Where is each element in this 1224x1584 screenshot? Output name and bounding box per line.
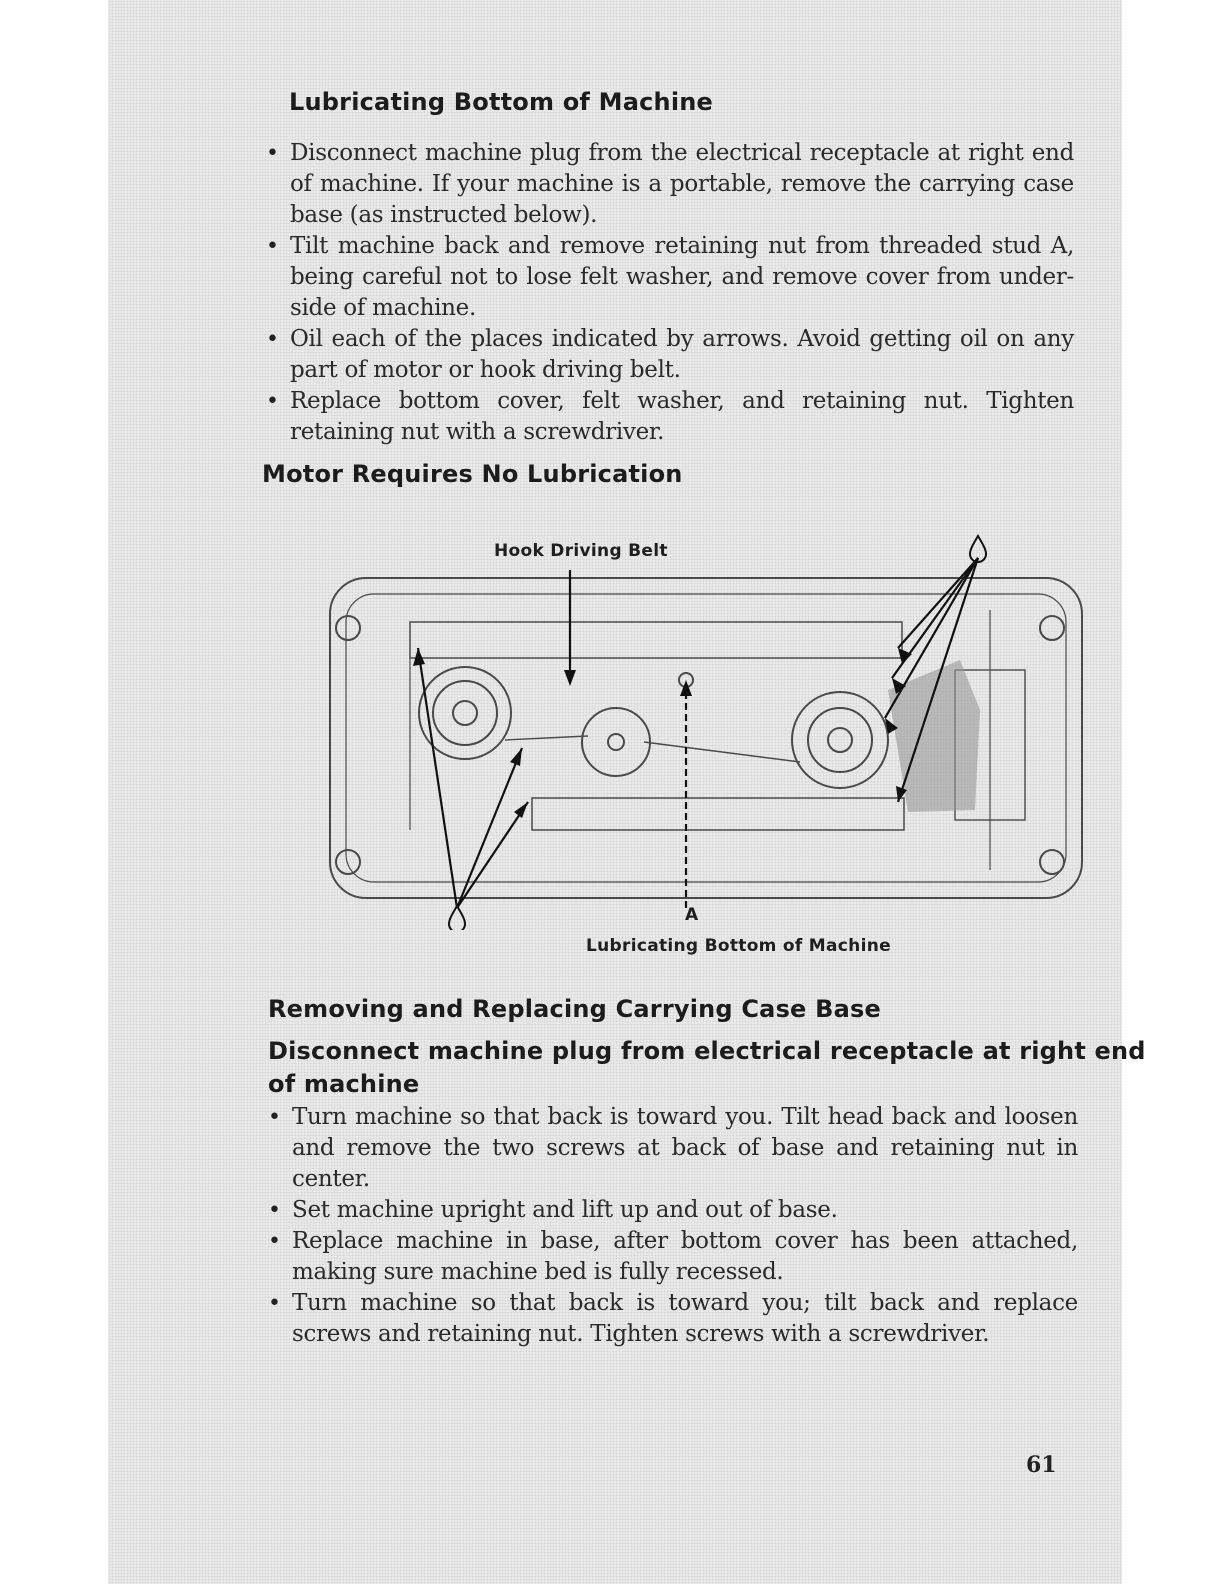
right-pulley [792, 692, 888, 788]
list-item: • Turn machine so that back is toward you; tilt back and replace screws and retaining nut. Tighten screws with a screwdriver. [264, 1288, 1078, 1350]
oil-arrowhead [413, 648, 425, 666]
oil-arrowhead [510, 748, 522, 766]
list-item: • Replace machine in base, after bottom cover has been attached, making sure machine bed is fully recessed. [264, 1226, 1078, 1288]
page-number: 61 [1026, 1452, 1057, 1478]
list-item: • Replace bottom cover, felt washer, and retaining nut. Tighten retaining nut with a screwdriver. [262, 386, 1074, 448]
belt-arrowhead [564, 670, 576, 686]
list-item: • Set machine upright and lift up and out of base. [264, 1195, 1078, 1226]
machine-underside-diagram [300, 530, 1100, 930]
section-title-carrying-case: Removing and Replacing Carrying Case Base [268, 995, 881, 1023]
carrying-case-steps [264, 1102, 1078, 1350]
list-item: • Tilt machine back and remove retaining nut from threaded stud A, being careful not to lose felt washer, and remove cover from under-side of machine. [262, 231, 1074, 324]
section-title-lubricating: Lubricating Bottom of Machine [289, 88, 714, 116]
list-item: • Oil each of the places indicated by arrows. Avoid getting oil on any part of motor or hook driving belt. [262, 324, 1074, 386]
figure-label-stud: A [685, 905, 699, 925]
oil-drop-icon [449, 906, 465, 930]
lubrication-steps [262, 138, 1074, 448]
stud-arrowhead [680, 680, 692, 696]
list-item: • Disconnect machine plug from the electrical receptacle at right end of machine. If your machine is a portable, remove the carrying case base (as instructed below). [262, 138, 1074, 231]
oil-arrowhead [514, 802, 528, 818]
figure-label-belt: Hook Driving Belt [494, 541, 668, 561]
list-item: • Turn machine so that back is toward you. Tilt head back and loosen and remove the two screws at back of base and retaining nut in center. [264, 1102, 1078, 1195]
center-pulley [582, 708, 650, 776]
section-title-motor: Motor Requires No Lubrication [262, 460, 683, 488]
section-subtitle-line2: of machine [268, 1070, 420, 1098]
section-subtitle-line1: Disconnect machine plug from electrical receptacle at right end [268, 1037, 1146, 1065]
figure-caption: Lubricating Bottom of Machine [586, 936, 891, 956]
